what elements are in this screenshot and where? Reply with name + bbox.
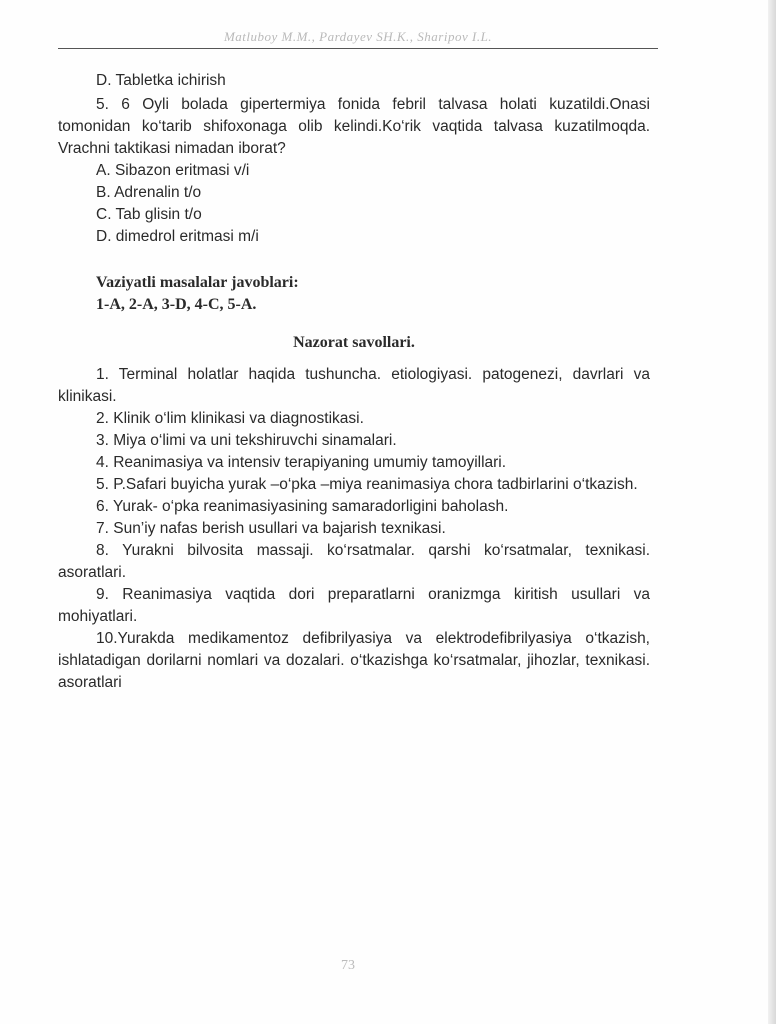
- question-5-text: 5. 6 Oyli bolada gipertermiya fonida febril talvasa holati kuzatildi.Onasi tomonidan ko‘tarib shifoxonaga olib kelindi.Ko‘rik vaqtida talvasa kuzatilmoqda. Vrachni taktikasi nimadan iborat?: [58, 96, 650, 157]
- control-question-2: 2. Klinik o‘lim klinikasi va diagnostikasi.: [96, 410, 364, 427]
- question-5-option-a: A. Sibazon eritmasi v/i: [96, 162, 250, 179]
- answers-values: 1-A, 2-A, 3-D, 4-C, 5-A.: [96, 296, 257, 313]
- answers-heading: Vaziyatli masalalar javoblari:: [96, 274, 299, 291]
- page-number: 73: [341, 958, 355, 973]
- page-content: [58, 70, 650, 694]
- prev-question-option-d: D. Tabletka ichirish: [96, 72, 226, 89]
- header-rule: [58, 48, 658, 49]
- control-question-1: 1. Terminal holatlar haqida tushuncha. etiologiyasi. patogenezi, davrlari va klinikasi.: [58, 366, 650, 405]
- page-edge-shadow: [768, 0, 776, 1024]
- control-question-4: 4. Reanimasiya va intensiv terapiyaning umumiy tamoyillari.: [96, 454, 507, 471]
- running-header: Matluboy M.M., Pardayev SH.K., Sharipov I.L.: [223, 29, 493, 44]
- control-questions-title: Nazorat savollari.: [293, 334, 415, 351]
- control-question-3: 3. Miya o‘limi va uni tekshiruvchi sinamalari.: [96, 432, 397, 449]
- control-question-8: 8. Yurakni bilvosita massaji. ko‘rsatmalar. qarshi ko‘rsatmalar, texnikasi. asoratlari.: [58, 542, 650, 581]
- control-question-10: 10.Yurakda medikamentoz defibrilyasiya va elektrodefibrilyasiya o‘tkazish, ishlatadigan dorilarni nomlari va dozalari. o‘tkazishga ko‘rsatmalar, jihozlar, texnikasi. asoratlari: [58, 630, 650, 691]
- control-question-6: 6. Yurak- o‘pka reanimasiyasining samaradorligini baholash.: [96, 498, 509, 515]
- question-5-option-c: C. Tab glisin t/o: [96, 206, 202, 223]
- control-question-9: 9. Reanimasiya vaqtida dori preparatlarni oranizmga kiritish usullari va mohiyatlari.: [58, 586, 650, 625]
- question-5-option-b: B. Adrenalin t/o: [96, 184, 202, 201]
- control-question-7: 7. Sun’iy nafas berish usullari va bajarish texnikasi.: [96, 520, 446, 537]
- question-5-option-d: D. dimedrol eritmasi m/i: [96, 228, 259, 245]
- control-question-5: 5. P.Safari buyicha yurak –o‘pka –miya reanimasiya chora tadbirlarini o‘tkazish.: [96, 476, 638, 493]
